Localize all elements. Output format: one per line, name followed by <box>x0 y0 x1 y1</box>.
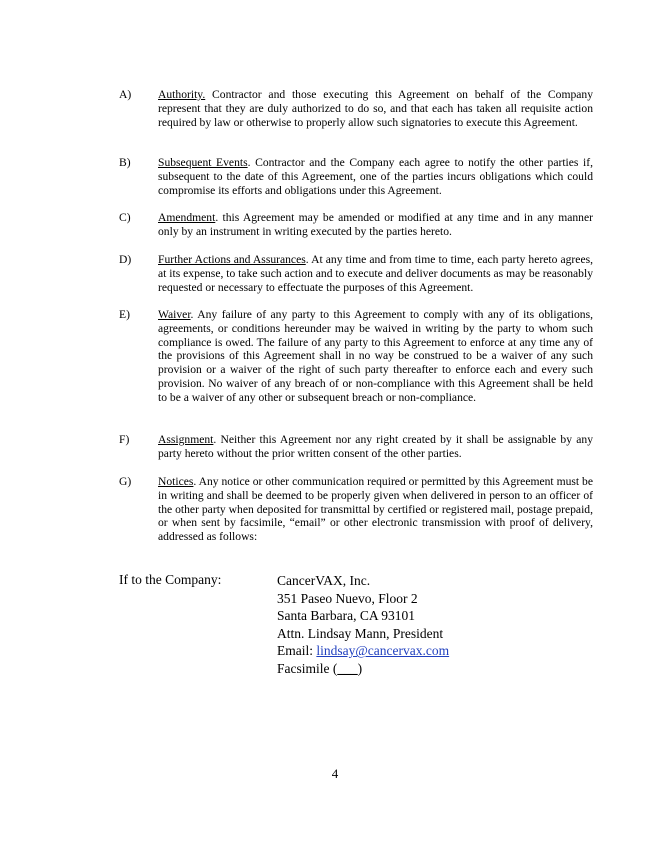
clause-text: Contractor and those executing this Agreement on behalf of the Company represent that they are duly authorized to do so, and that each has taken all requisite action required by law or otherwise to properly allow such signatories to execute this Agreement. <box>158 88 593 129</box>
clause-letter: A) <box>119 88 132 101</box>
clause-letter: G) <box>119 475 132 488</box>
clause-text: . Contractor and the Company each agree to notify the other parties if, subsequent to the date of this Agreement, one of the parties incurs obligations which could compromise its efforts and obligations under this Agreement. <box>158 156 593 197</box>
clause-body <box>158 211 593 239</box>
clause-subsequent-events <box>119 156 593 197</box>
clause-heading: Waiver <box>158 308 191 321</box>
clause-text: . Any notice or other communication required or permitted by this Agreement must be in writing and shall be deemed to be properly given when delivered in person to an officer of the other party when deposited for transmittal by certified or registered mail, postage prepaid, or when sent by facsimile, “email” or other electronic transmission with proof of delivery, addressed as follows: <box>158 475 593 544</box>
clause-letter: C) <box>119 211 131 224</box>
clause-letter: F) <box>119 433 130 446</box>
clause-authority <box>119 88 593 129</box>
page-number: 4 <box>331 766 339 781</box>
clause-text: . Any failure of any party to this Agreement to comply with any of its obligations, agreements, or conditions hereunder may be waived in writing by the party to whom such compliance is owed. The failure of any party to this Agreement to enforce at any time any of the provisions of this Agreement shall in no way be construed to be a waiver of any such provision or a waiver of the right of such party thereafter to enforce each and every such provision. No waiver of any breach of or non-compliance with this Agreement shall be held to be a waiver of any other or subsequent breach or non-compliance. <box>158 308 593 404</box>
facsimile-close: ) <box>357 660 363 676</box>
city-state-zip: Santa Barbara, CA 93101 <box>277 608 415 624</box>
street-address: 351 Paseo Nuevo, Floor 2 <box>277 590 418 606</box>
facsimile-label: Facsimile ( <box>277 660 338 676</box>
clause-heading: Further Actions and Assurances <box>158 253 306 266</box>
notice-recipient-label: If to the Company: <box>119 572 222 587</box>
facsimile-blank: ___ <box>337 660 358 676</box>
clause-letter: D) <box>119 253 132 266</box>
clause-body <box>158 308 593 405</box>
clause-body <box>158 253 593 294</box>
clause-notices <box>119 475 593 544</box>
facsimile-line <box>277 660 449 678</box>
clause-body <box>158 156 593 197</box>
clause-further-actions <box>119 253 593 294</box>
clause-body <box>158 88 593 129</box>
clause-letter: B) <box>119 156 131 169</box>
clause-assignment <box>119 433 593 461</box>
email-line <box>277 642 449 660</box>
clause-heading: Amendment <box>158 211 216 224</box>
clause-amendment <box>119 211 593 239</box>
clause-heading: Subsequent Events <box>158 156 248 169</box>
clause-text: . this Agreement may be amended or modified at any time and in any manner only by an instrument in writing executed by the parties hereto. <box>158 211 593 238</box>
clause-heading: Notices <box>158 475 194 488</box>
clause-heading: Authority. <box>158 88 206 101</box>
email-label: Email: <box>277 643 317 659</box>
clause-body <box>158 475 593 544</box>
clause-text: . Neither this Agreement nor any right created by it shall be assignable by any party hereto without the prior written consent of the other parties. <box>158 433 593 460</box>
clause-text: . At any time and from time to time, each party hereto agrees, at its expense, to take such action and to execute and deliver documents as may be reasonably requested or necessary to effectuate the purposes of this Agreement. <box>158 253 594 294</box>
company-address <box>277 572 449 678</box>
clause-heading: Assignment <box>158 433 214 446</box>
attention-line: Attn. Lindsay Mann, President <box>277 625 444 641</box>
clause-body <box>158 433 593 461</box>
clause-waiver <box>119 308 593 405</box>
email-link[interactable]: lindsay@cancervax.com <box>316 643 450 659</box>
company-name: CancerVAX, Inc. <box>277 573 371 588</box>
clause-letter: E) <box>119 308 130 321</box>
